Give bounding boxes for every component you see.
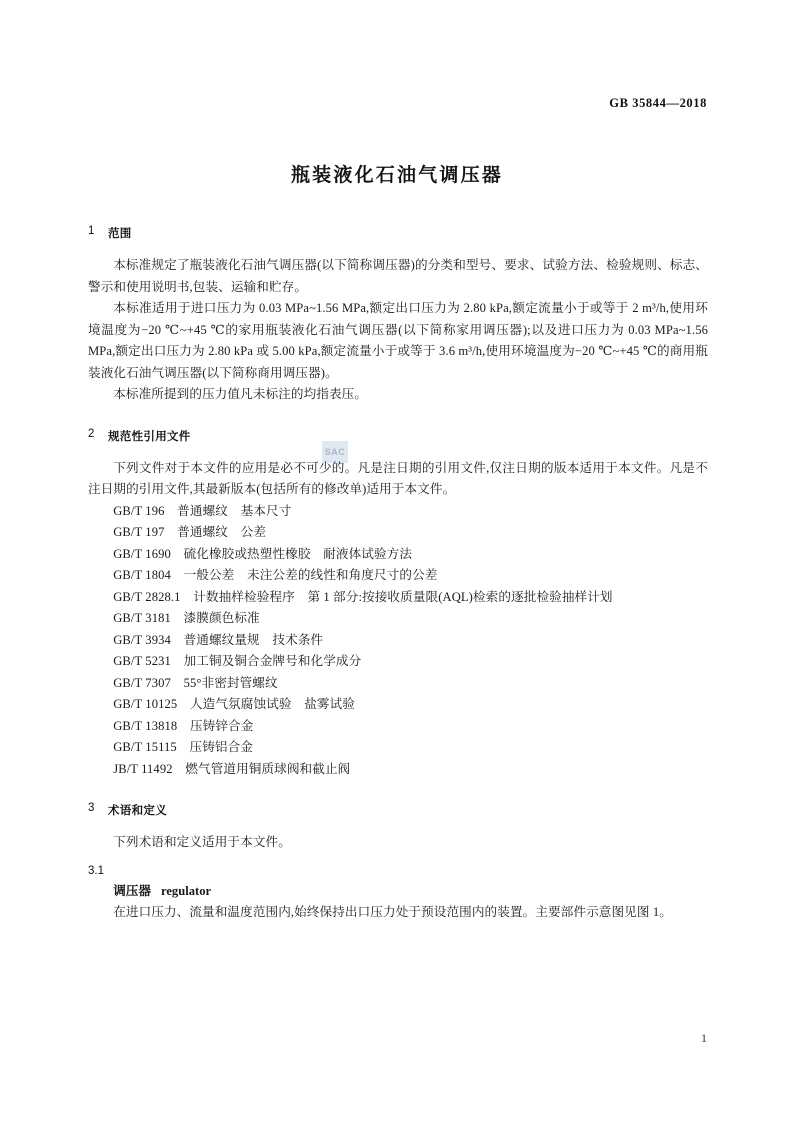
spacer xyxy=(88,406,708,428)
page-title: 瓶装液化石油气调压器 xyxy=(290,165,503,186)
document-body xyxy=(88,225,708,924)
list-item: GB/T 13818 压铸锌合金 xyxy=(113,718,254,733)
term-name-en: regulator xyxy=(160,883,212,898)
section-title: 范围 xyxy=(108,228,132,240)
list-item: GB/T 7307 55°非密封管螺纹 xyxy=(113,675,278,690)
spacer xyxy=(88,780,708,802)
list-item: GB/T 197 普通螺纹 公差 xyxy=(113,525,267,539)
section-number: 2 xyxy=(88,427,95,440)
section-heading-scope xyxy=(88,225,708,241)
section-heading-terms-and-definitions xyxy=(88,802,708,818)
term-number: 3.1 xyxy=(88,864,104,877)
term-name-cn: 调压器 xyxy=(113,883,151,898)
section-number: 3 xyxy=(88,802,95,814)
sac-watermark: SAC xyxy=(322,441,348,463)
list-item: GB/T 1690 硫化橡胶或热塑性橡胶 耐液体试验方法 xyxy=(113,546,413,561)
section-heading-normative-references xyxy=(88,428,708,444)
list-item: GB/T 1804 一般公差 未注公差的线性和角度尺寸的公差 xyxy=(113,568,438,582)
paragraph: 下列文件对于本文件的应用是必不可少的。凡是注日期的引用文件,仅注日期的版本适用于本文件。凡是不注日期的引用文件,其最新版本(包括所有的修改单)适用于本文件。 xyxy=(88,460,708,496)
paragraph: 本标准规定了瓶装液化石油气调压器(以下简称调压器)的分类和型号、要求、试验方法、检验规则、标志、警示和使用说明书,包装、运输和贮存。 xyxy=(88,258,708,294)
term-definition: 在进口压力、流量和温度范围内,始终保持出口压力处于预设范围内的装置。主要部件示意图见图 1。 xyxy=(113,905,672,919)
list-item: GB/T 2828.1 计数抽样检验程序 第 1 部分:按接收质量限(AQL)检索的逐批检验抽样计划 xyxy=(113,589,613,604)
section-title: 规范性引用文件 xyxy=(108,430,191,443)
paragraph: 本标准适用于进口压力为 0.03 MPa~1.56 MPa,额定出口压力为 2.80 kPa,额定流量小于或等于 2 m³/h,使用环境温度为−20 ℃~+45 ℃的家用瓶装液化石油气调压器(以下简称家用调压器);以及进口压力为 0.03 MPa~1.56 MPa,额定出口压力为 2.80 kPa 或 5.00 kPa,额定流量小于或等于 3.6 m³/h,使用环境温度为−20 ℃~+45 ℃的商用瓶装液化石油气调压器(以下简称商用调压器)。 xyxy=(88,301,708,380)
term-name xyxy=(88,881,708,903)
list-item: GB/T 3934 普通螺纹量规 技术条件 xyxy=(113,632,324,647)
list-item: GB/T 10125 人造气氛腐蚀试验 盐雾试验 xyxy=(113,697,355,711)
section-title: 术语和定义 xyxy=(108,805,167,817)
section-number: 1 xyxy=(88,225,95,237)
page-header-standard-number: GB 35844—2018 xyxy=(609,96,707,110)
list-item: GB/T 15115 压铸铝合金 xyxy=(113,740,253,754)
list-item: JB/T 11492 燃气管道用铜质球阀和截止阀 xyxy=(113,761,351,776)
list-item: GB/T 3181 漆膜颜色标准 xyxy=(113,611,260,625)
paragraph: 本标准所提到的压力值凡未标注的均指表压。 xyxy=(113,387,368,401)
paragraph: 下列术语和定义适用于本文件。 xyxy=(113,835,291,849)
list-item: GB/T 196 普通螺纹 基本尺寸 xyxy=(113,503,292,518)
spacer xyxy=(88,854,708,862)
page-number: 1 xyxy=(701,1031,707,1045)
list-item: GB/T 5231 加工铜及铜合金牌号和化学成分 xyxy=(113,654,362,668)
normative-reference-list xyxy=(88,501,708,781)
